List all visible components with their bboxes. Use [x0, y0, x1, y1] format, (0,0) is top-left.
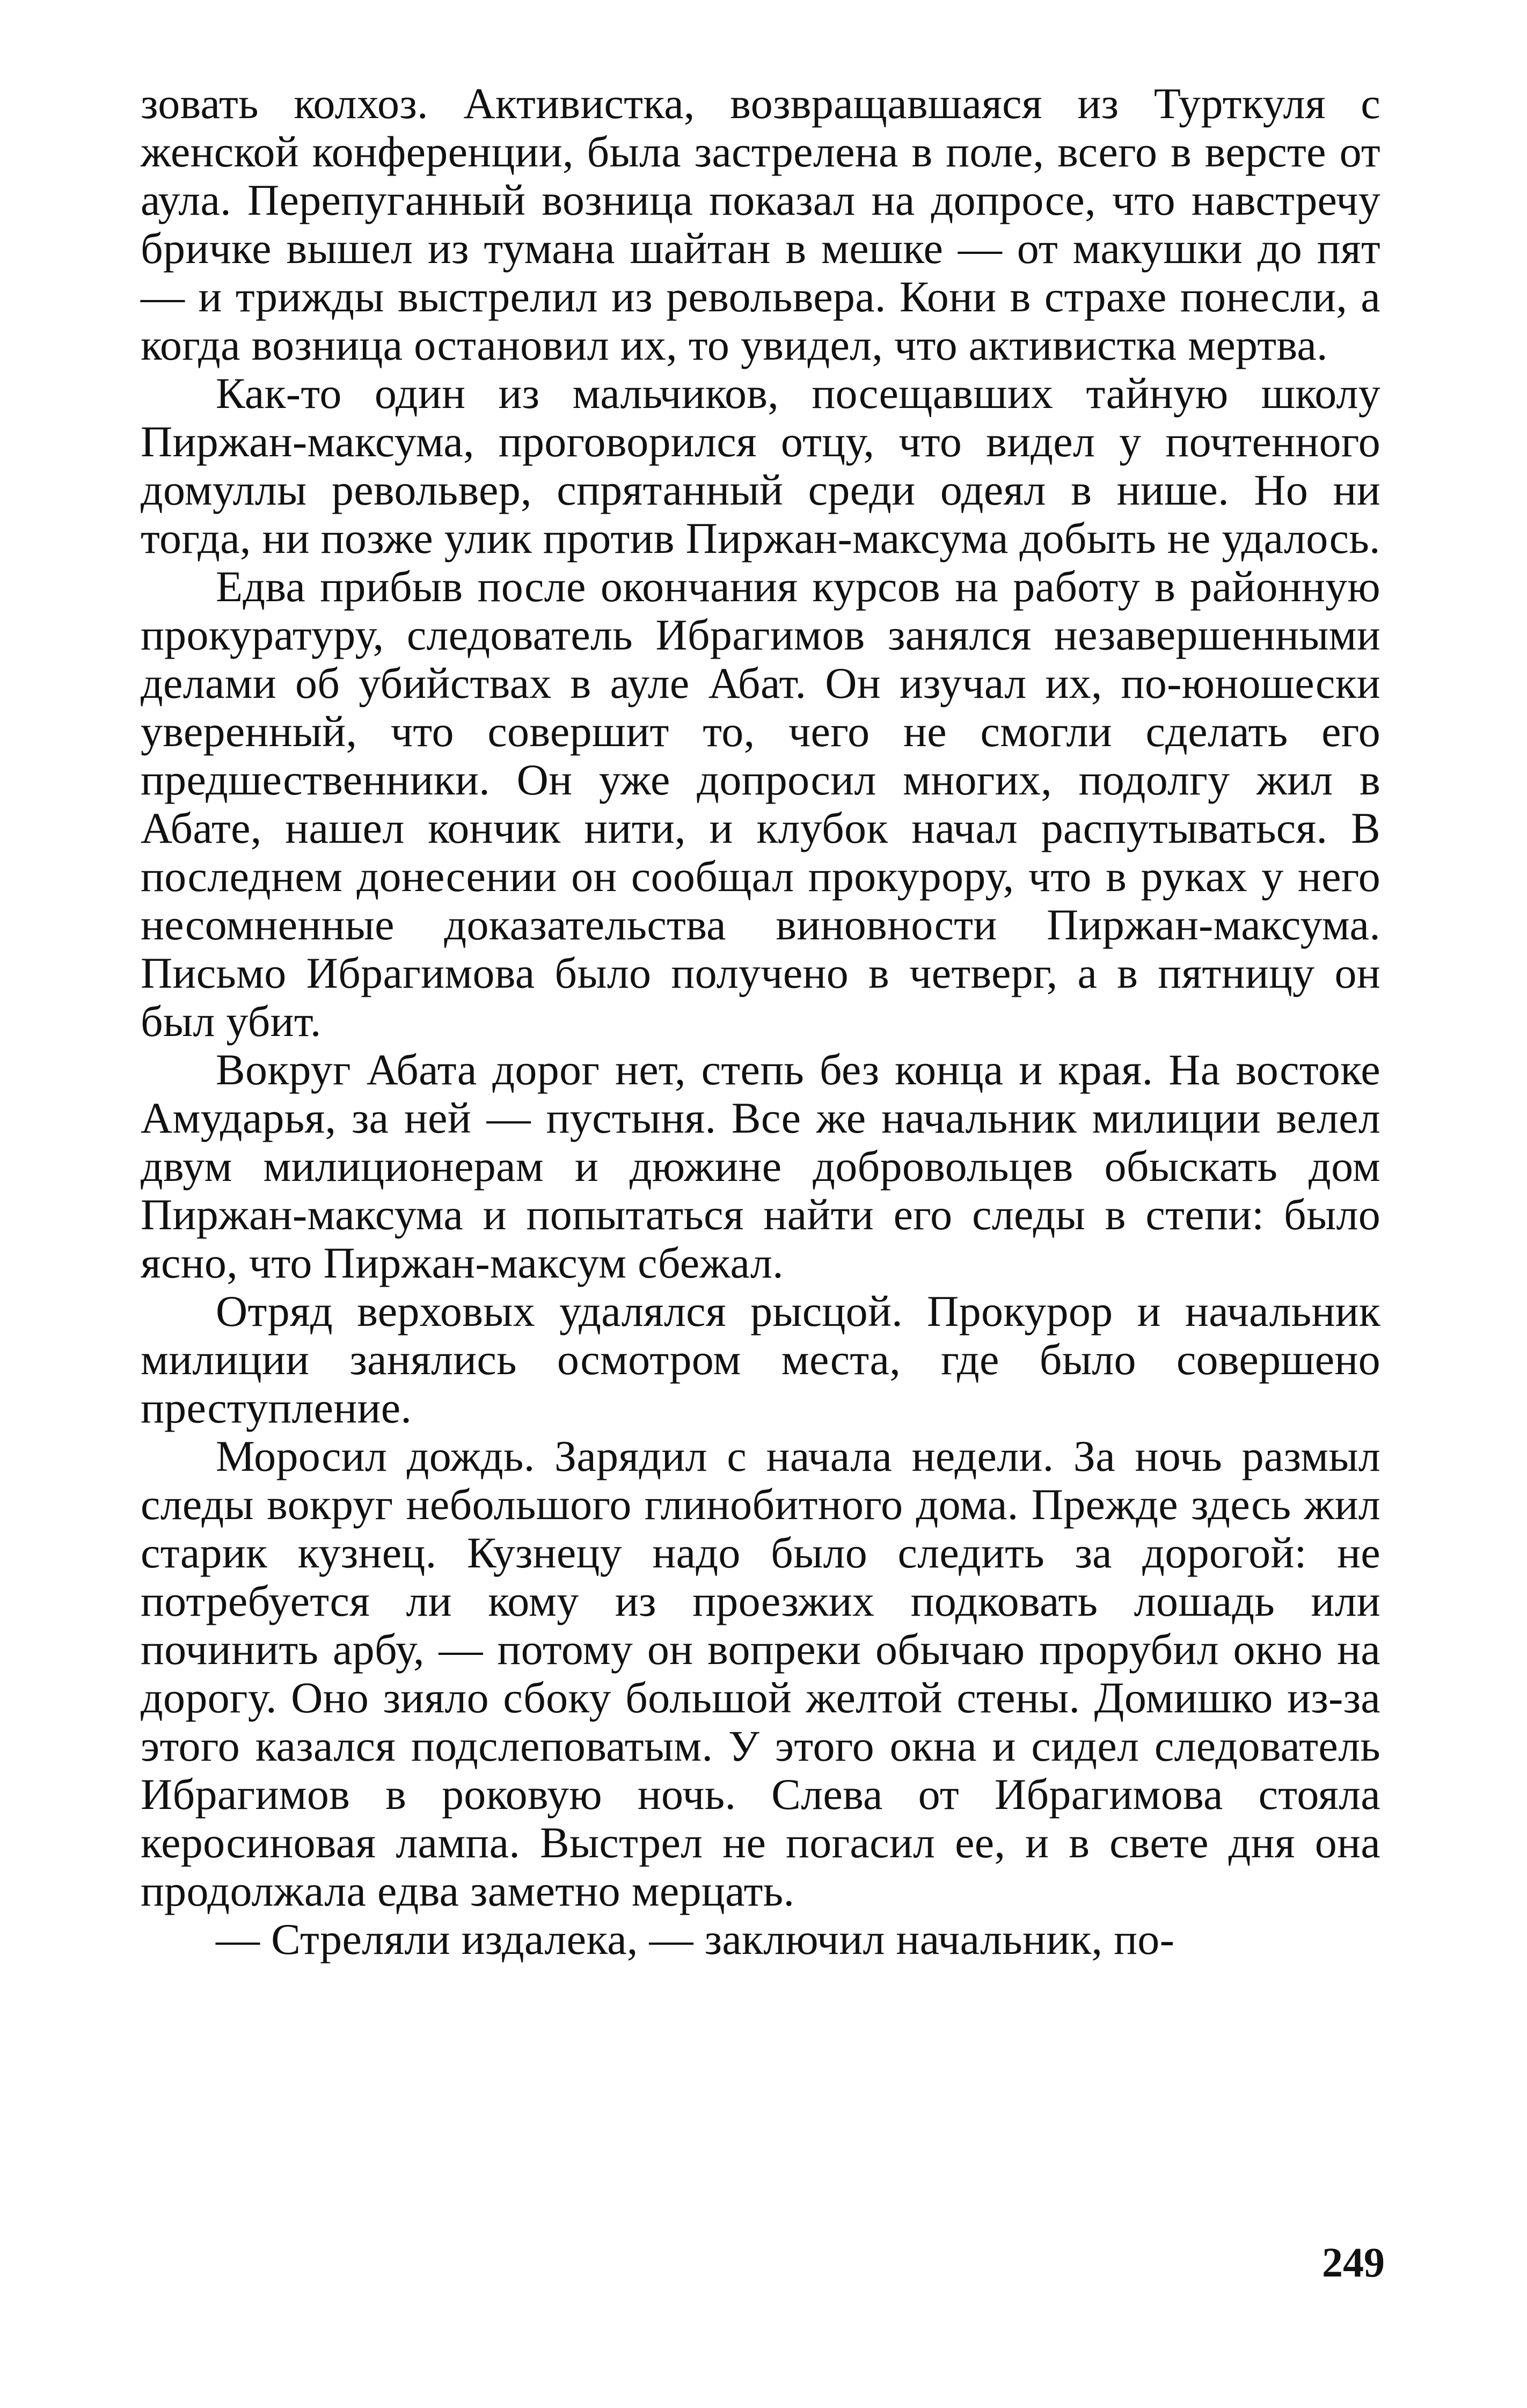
paragraph: Как-то один из мальчиков, посещавших тайную школу Пиржан-максума, проговорился отцу, что видел у почтенного домуллы револьвер, спрятанный среди одеял в нише. Но ни тогда, ни позже улик против Пиржан-максума добыть не удалось. — [141, 369, 1380, 563]
paragraph: Отряд верховых удалялся рысцой. Прокурор и начальник милиции занялись осмотром места, где было совершено преступление. — [141, 1287, 1380, 1432]
paragraph: — Стреляли издалека, — заключил начальник, по- — [216, 1915, 1175, 1964]
paragraph: Моросил дождь. Зарядил с начала недели. За ночь размыл следы вокруг небольшого глинобитного дома. Прежде здесь жил старик кузнец. Кузнецу надо было следить за дорогой: не потребуется ли кому из проезжих подковать лошадь или починить арбу, — потому он вопреки обычаю прорубил окно на дорогу. Оно зияло сбоку большой желтой стены. Домишко из-за этого казался подслеповатым. У этого окна и сидел следователь Ибрагимов в роковую ночь. Слева от Ибрагимова стояла керосиновая лампа. Выстрел не погасил ее, и в свете дня она продолжала едва заметно мерцать. — [141, 1432, 1380, 1915]
body-text — [141, 79, 1380, 1964]
paragraph: Едва прибыв после окончания курсов на работу в районную прокуратуру, следователь Ибрагимов занялся незавершенными делами об убийствах в ауле Абат. Он изучал их, по-юношески уверенный, что совершит то, чего не смогли сделать его предшественники. Он уже допросил многих, подолгу жил в Абате, нашел кончик нити, и клубок начал распутываться. В последнем донесении он сообщал прокурору, что в руках у него несомненные доказательства виновности Пиржан-максума. Письмо Ибрагимова было получено в четверг, а в пятницу он был убит. — [141, 562, 1380, 1046]
paragraph: Вокруг Абата дорог нет, степь без конца и края. На востоке Амударья, за ней — пустыня. Все же начальник милиции велел двум милиционерам и дюжине добровольцев обыскать дом Пиржан-максума и попытаться найти его следы в степи: было ясно, что Пиржан-максум сбежал. — [141, 1045, 1380, 1287]
page-number: 249 — [1322, 2239, 1385, 2286]
paragraph: зовать колхоз. Активистка, возвращавшаяся из Турткуля с женской конференции, была застрелена в поле, всего в версте от аула. Перепуганный возница показал на допросе, что навстречу бричке вышел из тумана шайтан в мешке — от макушки до пят — и трижды выстрелил из револьвера. Кони в страхе понесли, а когда возница остановил их, то увидел, что активистка мертва. — [141, 79, 1380, 369]
